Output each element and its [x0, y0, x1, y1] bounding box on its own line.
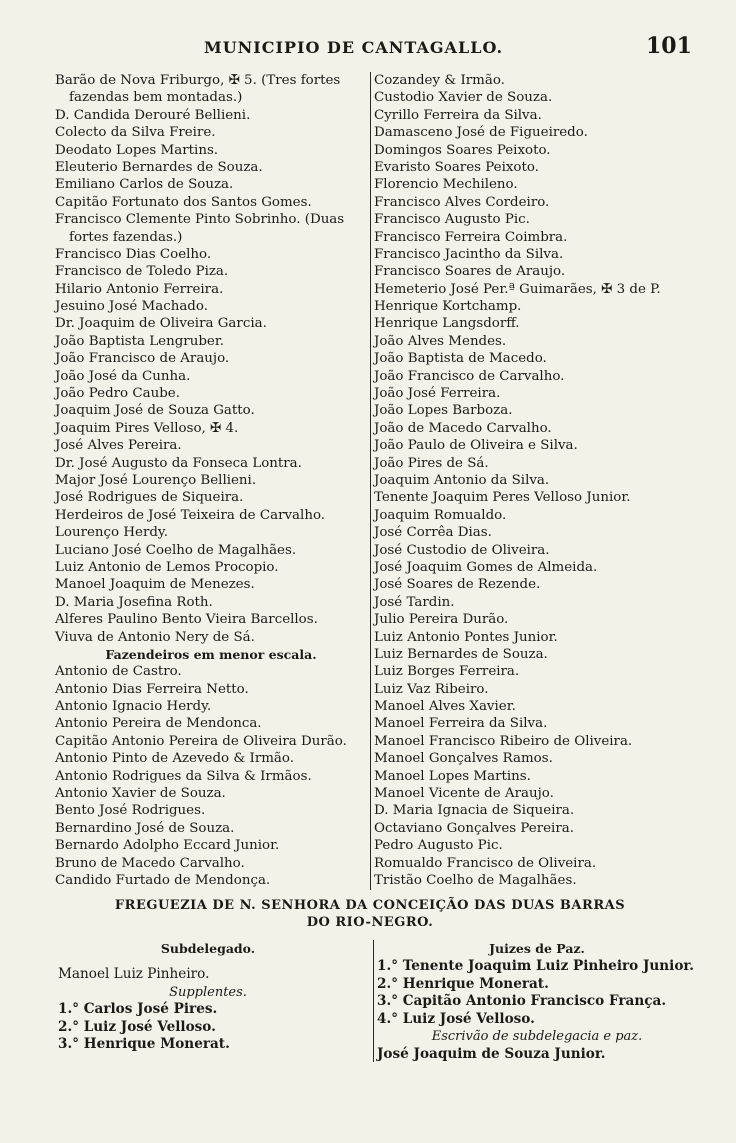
- list-entry: Colecto da Silva Freire.: [55, 125, 216, 141]
- juiz-entry: 3.° Capitão Antonio Francisco França.: [377, 993, 667, 1009]
- list-entry: Evaristo Soares Peixoto.: [374, 159, 539, 175]
- list-entry: Francisco Clemente Pinto Sobrinho. (Duas: [55, 212, 345, 228]
- list-entry: Joaquim Romualdo.: [374, 507, 507, 523]
- list-entry: João Pedro Caube.: [55, 386, 180, 402]
- list-entry: Luiz Antonio de Lemos Procopio.: [55, 559, 279, 575]
- list-entry: Antonio Rodrigues da Silva & Irmãos.: [55, 768, 312, 784]
- list-entry: Tenente Joaquim Peres Velloso Junior.: [374, 490, 631, 506]
- list-entry: Manoel Francisco Ribeiro de Oliveira.: [374, 733, 633, 749]
- list-entry: Bernardo Adolpho Eccard Junior.: [55, 838, 280, 854]
- list-entry: Manoel Joaquim de Menezes.: [55, 577, 255, 593]
- list-entry: João Francisco de Araujo.: [55, 351, 230, 367]
- supplente-entry: 3.° Henrique Monerat.: [58, 1036, 230, 1052]
- list-entry: Jesuino José Machado.: [55, 299, 208, 315]
- list-entry: João Francisco de Carvalho.: [374, 368, 565, 384]
- list-entry: Antonio Pereira de Mendonca.: [55, 716, 262, 732]
- list-entry: João de Macedo Carvalho.: [374, 420, 552, 436]
- list-entry: José Joaquim Gomes de Almeida.: [374, 559, 598, 575]
- supplente-entry: 2.° Luiz José Velloso.: [58, 1018, 216, 1035]
- list-entry: Julio Pereira Durão.: [374, 612, 509, 628]
- column-divider: [370, 72, 371, 890]
- list-entry: Francisco Dias Coelho.: [55, 246, 212, 262]
- list-entry: Luiz Vaz Ribeiro.: [374, 681, 489, 697]
- juiz-entry: 2.° Henrique Monerat.: [377, 975, 549, 992]
- list-entry: Manoel Alves Xavier.: [374, 699, 516, 715]
- section-title: [40, 897, 700, 931]
- list-entry: Candido Furtado de Mendonça.: [55, 872, 271, 888]
- list-entry: Domingos Soares Peixoto.: [374, 142, 551, 158]
- list-entry: Henrique Langsdorff.: [374, 316, 520, 332]
- list-entry: Antonio de Castro.: [55, 664, 182, 680]
- list-entry: Luiz Borges Ferreira.: [374, 664, 520, 680]
- list-entry: José Rodrigues de Siqueira.: [55, 490, 244, 506]
- right-column-entries: [374, 72, 694, 889]
- section-title-line-1: FREGUEZIA DE N. SENHORA DA CONCEIÇÃO DAS DUAS BARRAS: [114, 898, 626, 913]
- list-entry: Pedro Augusto Pic.: [374, 838, 503, 854]
- list-entry: João José Ferreira.: [374, 386, 501, 402]
- subdelegado-name: Manoel Luiz Pinheiro.: [58, 966, 210, 982]
- section-title-line-2: DO RIO-NEGRO.: [306, 915, 434, 930]
- left-column-entries-after: [55, 663, 367, 889]
- list-entry: Emiliano Carlos de Souza.: [55, 177, 234, 193]
- list-entry: José Alves Pereira.: [55, 438, 182, 454]
- list-entry: Manoel Lopes Martins.: [374, 768, 531, 784]
- list-entry: Joaquim Antonio da Silva.: [374, 472, 550, 488]
- list-entry: Hemeterio José Per.ª Guimarães, ✠ 3 de P.: [374, 281, 661, 297]
- list-entry: D. Maria Josefina Roth.: [55, 594, 213, 610]
- list-entry: Bernardino José de Souza.: [55, 820, 235, 836]
- subdelegado-block: [58, 940, 358, 1054]
- list-entry: José Corrêa Dias.: [374, 525, 492, 541]
- list-entry: Eleuterio Bernardes de Souza.: [55, 159, 263, 175]
- list-entry: Antonio Xavier de Souza.: [55, 786, 226, 802]
- juizes-heading: Juizes de Paz.: [489, 941, 585, 956]
- left-column-entries: [55, 72, 367, 646]
- list-entry: Deodato Lopes Martins.: [55, 142, 219, 158]
- list-entry: Bruno de Macedo Carvalho.: [55, 855, 245, 871]
- list-entry: Cyrillo Ferreira da Silva.: [374, 107, 542, 123]
- list-entry: Bento José Rodrigues.: [55, 803, 206, 819]
- list-entry: Tristão Coelho de Magalhães.: [374, 872, 577, 888]
- juizes-block: [377, 940, 697, 1063]
- list-entry: Capitão Antonio Pereira de Oliveira Durão.: [55, 733, 347, 749]
- list-entry: Joaquim José de Souza Gatto.: [55, 403, 255, 419]
- list-entry: Romualdo Francisco de Oliveira.: [374, 855, 597, 871]
- list-entry: D. Maria Ignacia de Siqueira.: [374, 803, 575, 819]
- supplente-entry: 1.° Carlos José Pires.: [58, 1001, 218, 1017]
- subheading-fazendeiros: Fazendeiros em menor escala.: [105, 646, 317, 662]
- list-entry: Manoel Gonçalves Ramos.: [374, 751, 553, 767]
- subdelegado-heading: Subdelegado.: [160, 941, 256, 956]
- list-entry: Alferes Paulino Bento Vieira Barcellos.: [55, 612, 318, 628]
- page-header-title: MUNICIPIO DE CANTAGALLO.: [204, 38, 504, 57]
- list-entry: Antonio Pinto de Azevedo & Irmão.: [55, 751, 294, 767]
- list-entry: D. Candida Derouré Bellieni.: [55, 107, 251, 123]
- list-entry: Francisco Jacintho da Silva.: [374, 246, 564, 262]
- list-entry: Francisco Alves Cordeiro.: [374, 194, 550, 210]
- list-entry: Hilario Antonio Ferreira.: [55, 281, 224, 297]
- list-entry: Francisco Soares de Araujo.: [374, 264, 566, 280]
- list-entry: Florencio Mechileno.: [374, 177, 518, 193]
- list-entry: Luiz Antonio Pontes Junior.: [374, 629, 558, 645]
- list-entry: Custodio Xavier de Souza.: [374, 90, 553, 106]
- list-entry: João Paulo de Oliveira e Silva.: [374, 438, 578, 454]
- left-column: [55, 72, 367, 889]
- list-entry: fortes fazendas.): [69, 229, 183, 245]
- list-entry: Henrique Kortchamp.: [374, 299, 522, 315]
- juiz-entry: 4.° Luiz José Velloso.: [377, 1010, 535, 1027]
- list-entry: Luciano José Coelho de Magalhães.: [55, 542, 297, 558]
- list-entry: Lourenço Herdy.: [55, 525, 168, 541]
- list-entry: Octaviano Gonçalves Pereira.: [374, 820, 574, 836]
- list-entry: Joaquim Pires Velloso, ✠ 4.: [55, 420, 239, 436]
- list-entry: Luiz Bernardes de Souza.: [374, 646, 548, 662]
- list-entry: Damasceno José de Figueiredo.: [374, 125, 588, 141]
- list-entry: Francisco Ferreira Coimbra.: [374, 229, 568, 245]
- list-entry: João Baptista de Macedo.: [374, 351, 547, 367]
- supplentes-heading: Supplentes.: [169, 984, 247, 1000]
- list-entry: Antonio Ignacio Herdy.: [55, 699, 212, 715]
- list-entry: Barão de Nova Friburgo, ✠ 5. (Tres fortes: [55, 73, 341, 88]
- list-entry: Manoel Vicente de Araujo.: [374, 786, 554, 802]
- escrivao-name: José Joaquim de Souza Junior.: [377, 1045, 606, 1062]
- escrivao-heading: Escrivão de subdelegacia e paz.: [431, 1029, 643, 1044]
- list-entry: Viuva de Antonio Nery de Sá.: [55, 629, 255, 645]
- list-entry: José Soares de Rezende.: [374, 577, 541, 593]
- list-entry: José Custodio de Oliveira.: [374, 542, 550, 558]
- list-entry: Dr. José Augusto da Fonseca Lontra.: [55, 455, 302, 471]
- list-entry: João Pires de Sá.: [374, 455, 489, 471]
- list-entry: João Lopes Barboza.: [374, 403, 513, 419]
- list-entry: João Alves Mendes.: [374, 333, 507, 349]
- page-number: 101: [646, 33, 692, 59]
- right-column: [374, 72, 694, 889]
- juiz-entry: 1.° Tenente Joaquim Luiz Pinheiro Junior.: [377, 958, 695, 974]
- list-entry: José Tardin.: [374, 594, 455, 610]
- list-entry: Manoel Ferreira da Silva.: [374, 716, 548, 732]
- list-entry: Cozandey & Irmão.: [374, 73, 505, 88]
- list-entry: Major José Lourenço Bellieni.: [55, 472, 257, 488]
- list-entry: João Baptista Lengruber.: [55, 333, 225, 349]
- list-entry: Francisco de Toledo Piza.: [55, 264, 229, 280]
- list-entry: fazendas bem montadas.): [69, 90, 243, 106]
- bottom-column-divider: [373, 940, 374, 1062]
- list-entry: Antonio Dias Ferreira Netto.: [55, 681, 249, 697]
- list-entry: João José da Cunha.: [55, 368, 191, 384]
- list-entry: Herdeiros de José Teixeira de Carvalho.: [55, 507, 326, 523]
- list-entry: Dr. Joaquim de Oliveira Garcia.: [55, 316, 267, 332]
- list-entry: Capitão Fortunato dos Santos Gomes.: [55, 194, 312, 210]
- list-entry: Francisco Augusto Pic.: [374, 212, 530, 228]
